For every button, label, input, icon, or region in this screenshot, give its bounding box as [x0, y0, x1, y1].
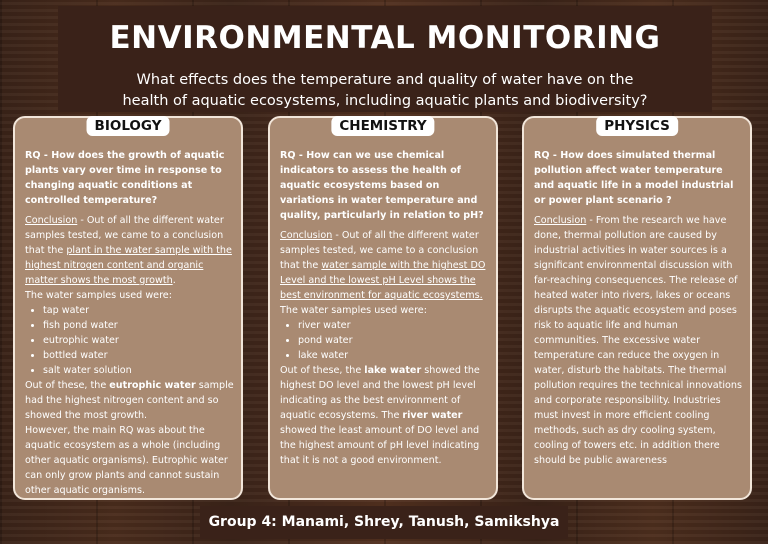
footer-banner [200, 506, 568, 539]
biology-result [25, 378, 235, 423]
chemistry-result-pre: Out of these, the [280, 365, 365, 376]
biology-conclusion-underlined: plant in the water sample with the highest nitrogen content and organic matter shows the most growth [25, 245, 232, 286]
chemistry-samples-list [280, 318, 490, 363]
biology-conclusion-text: - Out of all the different water samples tested, we came to a conclusion that the [25, 215, 224, 256]
research-question: What effects does the temperature and quality of water have on the health of aquatic ecosystems, including aquatic plants and biodiversity? [122, 72, 648, 109]
chemistry-result-bold2: river water [402, 410, 463, 421]
biology-note: However, the main RQ was about the aquatic ecosystem as a whole (including other aquatic organisms). Eutrophic water can only grow plants and cannot sustain other aquatic organisms. [25, 425, 228, 496]
biology-label: BIOLOGY [87, 116, 170, 136]
chemistry-rq: RQ - How can we use chemical indicators to assess the health of aquatic ecosystems based on variations in water temperature and quality, particularly in relation to pH? [280, 150, 484, 221]
chemistry-conclusion [280, 228, 490, 303]
biology-card [13, 116, 243, 500]
list-item: • tap water [43, 303, 235, 318]
chemistry-conclusion-text: - Out of all the different water samples tested, we came to a conclusion that the [280, 230, 479, 271]
biology-samples-intro: The water samples used were: [25, 290, 172, 301]
biology-rq: RQ - How does the growth of aquatic plants vary over time in response to changing aquatic conditions at controlled temperature? [25, 150, 225, 206]
title-banner [58, 6, 712, 112]
chemistry-conclusion-underlined: water sample with the highest DO Level and the lowest pH Level shows the best environment for aquatic ecosystems. [280, 260, 486, 301]
list-item: • bottled water [43, 348, 235, 363]
physics-card [522, 116, 752, 500]
physics-conclusion-text: - From the research we have done, thermal pollution are caused by industrial activities in water sources is a significant environmental discussion with far-reaching consequences. The release of heated water into rivers, lakes or oceans disrupts the aquatic ecosystem and poses risk to aquatic life and human communities. The excessive water temperature can reduce the oxygen in water, disturb the habitats. The thermal pollution requires the technical innovations and corporate responsibility. Industries must invest in more efficient cooling methods, such as dry cooling system, cooling of towers etc. in addition there should be public awareness [534, 215, 743, 466]
chemistry-content [280, 148, 490, 468]
physics-label: PHYSICS [596, 116, 678, 136]
biology-result-post: sample had the highest nitrogen content and so showed the most growth. [25, 380, 234, 421]
chemistry-result-post: showed the least amount of DO level and the highest amount of pH level indicating that it is not a good environment. [280, 425, 480, 466]
biology-samples-list [25, 303, 235, 378]
chemistry-card [268, 116, 498, 500]
physics-rq: RQ - How does simulated thermal pollution affect water temperature and aquatic life in a model industrial or power plant scenario ? [534, 150, 734, 206]
biology-conclusion [25, 213, 235, 288]
page-title: ENVIRONMENTAL MONITORING [109, 20, 661, 56]
chemistry-conclusion-word: Conclusion [280, 230, 333, 241]
biology-content [25, 148, 235, 498]
biology-conclusion-word: Conclusion [25, 215, 78, 226]
list-item: • salt water solution [43, 363, 235, 378]
biology-result-bold: eutrophic water [109, 380, 196, 391]
list-item: • lake water [298, 348, 490, 363]
list-item: • pond water [298, 333, 490, 348]
physics-conclusion-word: Conclusion [534, 215, 587, 226]
chemistry-label: CHEMISTRY [331, 116, 434, 136]
list-item: • fish pond water [43, 318, 235, 333]
chemistry-result-mid: showed the highest DO level and the lowest pH level indicating as the best environment of aquatic ecosystems. The [280, 365, 480, 421]
physics-content [534, 148, 744, 468]
chemistry-samples-intro: The water samples used were: [280, 305, 427, 316]
chemistry-result [280, 363, 490, 468]
biology-conclusion-end: . [172, 275, 176, 286]
biology-result-pre: Out of these, the [25, 380, 110, 391]
list-item: • river water [298, 318, 490, 333]
physics-conclusion [534, 213, 744, 468]
chemistry-result-bold: lake water [364, 365, 422, 376]
group-members: Group 4: Manami, Shrey, Tanush, Samikshya [208, 514, 560, 530]
list-item: • eutrophic water [43, 333, 235, 348]
